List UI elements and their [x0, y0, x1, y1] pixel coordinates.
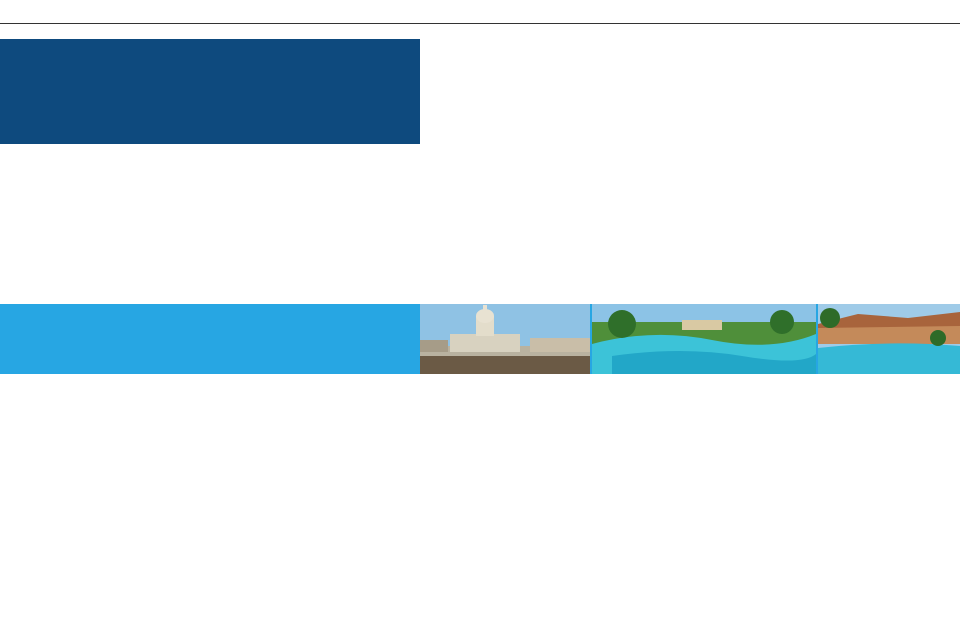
top-bar [0, 0, 960, 24]
destination-header [0, 39, 421, 144]
capitol-photo [420, 304, 590, 374]
fischer-logo [0, 0, 92, 24]
pool-photo [592, 304, 816, 374]
resort-photo [818, 304, 960, 374]
